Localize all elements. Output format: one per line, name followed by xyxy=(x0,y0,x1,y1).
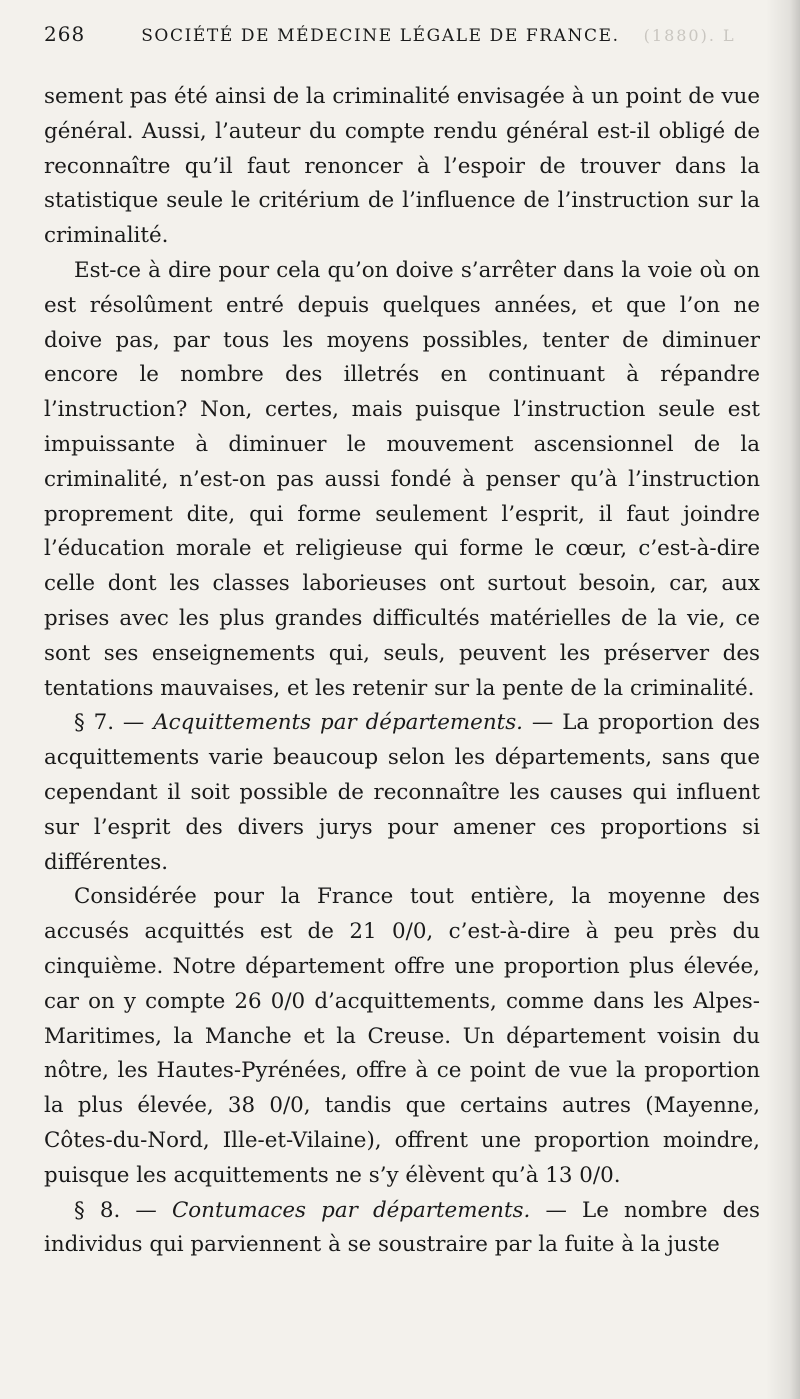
paragraph-section-7 xyxy=(44,706,760,880)
running-header xyxy=(44,22,760,62)
running-title: SOCIÉTÉ DE MÉDECINE LÉGALE DE FRANCE. xyxy=(141,26,620,46)
paragraph-section-8 xyxy=(44,1194,760,1264)
page-number: 268 xyxy=(44,22,86,46)
bleed-through-text: (1880). L xyxy=(643,26,736,45)
section-8-text: — Le nombre des individus qui parviennent à se soustraire par la fuite à la juste xyxy=(44,1197,760,1258)
section-heading-acquittements: Acquittements par départements. xyxy=(153,710,523,736)
section-number-8: § 8. — xyxy=(74,1197,157,1223)
body-text xyxy=(44,80,760,1263)
section-number-7: § 7. — xyxy=(74,710,145,736)
section-heading-contumaces: Contumaces par départements. xyxy=(171,1197,531,1223)
paragraph-continuation: sement pas été ainsi de la criminalité envisagée à un point de vue général. Aussi, l’auteur du compte rendu général est-il obligé de reconnaître qu’il faut renoncer à l’espoir de trouver dans la statistique seule le critérium de l’influence de l’instruction sur la criminalité. xyxy=(44,84,760,249)
paragraph-moyenne: Considérée pour la France tout entière, la moyenne des accusés acquittés est de 21 0/0, c’est-à-dire à peu près du cinquième. Notre département offre une proportion plus élevée, car on y compte 26 0/0 d’acquittements, comme dans les Alpes-Maritimes, la Manche et la Creuse. Un département voisin du nôtre, les Hautes-Pyrénées, offre à ce point de vue la proportion la plus élevée, 38 0/0, tandis que certains autres (Mayenne, Côtes-du-Nord, Ille-et-Vilaine), offrent une proportion moindre, puisque les acquittements ne s’y élèvent qu’à 13 0/0. xyxy=(44,884,760,1188)
paragraph-instruction: Est-ce à dire pour cela qu’on doive s’arrêter dans la voie où on est résolûment entré depuis quelques années, et que l’on ne doive pas, par tous les moyens possibles, tenter de diminuer encore le nombre des illetrés en continuant à répandre l’instruction? Non, certes, mais puisque l’instruction seule est impuissante à diminuer le mouvement ascensionnel de la criminalité, n’est-on pas aussi fondé à penser qu’à l’instruction proprement dite, qui forme seulement l’esprit, il faut joindre l’éducation morale et religieuse qui forme le cœur, c’est-à-dire celle dont les classes laborieuses ont surtout besoin, car, aux prises avec les plus grandes difficultés matérielles de la vie, ce sont ses enseignements qui, seuls, peuvent les préserver des tentations mauvaises, et les retenir sur la pente de la criminalité. xyxy=(44,257,760,701)
page-spine-shadow xyxy=(766,0,800,1399)
section-7-text: — La proportion des acquittements varie beaucoup selon les départements, sans que cependant il soit possible de reconnaître les causes qui influent sur l’esprit des divers jurys pour amener ces proportions si différentes. xyxy=(44,710,760,875)
